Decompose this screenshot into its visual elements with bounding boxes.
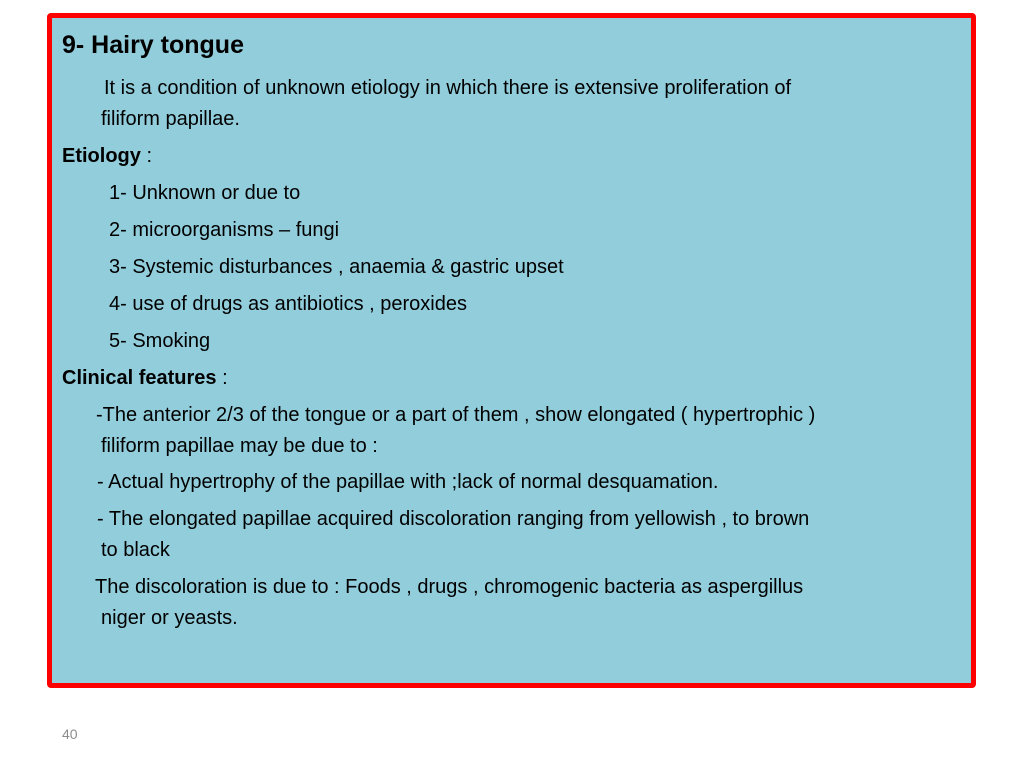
slide-title: 9- Hairy tongue — [62, 31, 244, 59]
clinical-paragraph-4-line-2: niger or yeasts. — [101, 607, 238, 629]
etiology-heading: Etiology — [62, 145, 141, 167]
clinical-paragraph-2: - Actual hypertrophy of the papillae with ;lack of normal desquamation. — [97, 471, 719, 493]
content-box — [47, 13, 976, 688]
clinical-paragraph-1-line-1: -The anterior 2/3 of the tongue or a part of them , show elongated ( hypertrophic ) — [96, 404, 816, 426]
clinical-heading: Clinical features — [62, 367, 217, 389]
etiology-item-3: 3- Systemic disturbances , anaemia & gastric upset — [109, 256, 564, 278]
clinical-paragraph-4-line-1: The discoloration is due to : Foods , drugs , chromogenic bacteria as aspergillus — [95, 576, 804, 598]
clinical-paragraph-3-line-2: to black — [101, 539, 170, 561]
etiology-colon: : — [140, 145, 153, 167]
intro-line-2: filiform papillae. — [101, 108, 240, 130]
slide-content — [52, 18, 971, 683]
etiology-item-2: 2- microorganisms – fungi — [109, 219, 340, 241]
etiology-heading-line — [62, 144, 152, 168]
etiology-item-1: 1- Unknown or due to — [109, 182, 301, 204]
clinical-paragraph-3-line-1: - The elongated papillae acquired discoloration ranging from yellowish , to brown — [97, 508, 810, 530]
clinical-paragraph-1-line-2: filiform papillae may be due to : — [101, 435, 378, 457]
clinical-colon: : — [216, 367, 228, 389]
clinical-heading-line — [62, 366, 228, 390]
intro-line-1: It is a condition of unknown etiology in which there is extensive proliferation of — [104, 77, 792, 99]
etiology-item-4: 4- use of drugs as antibiotics , peroxides — [109, 293, 467, 315]
etiology-item-5: 5- Smoking — [109, 330, 211, 352]
slide-number: 40 — [62, 726, 78, 742]
